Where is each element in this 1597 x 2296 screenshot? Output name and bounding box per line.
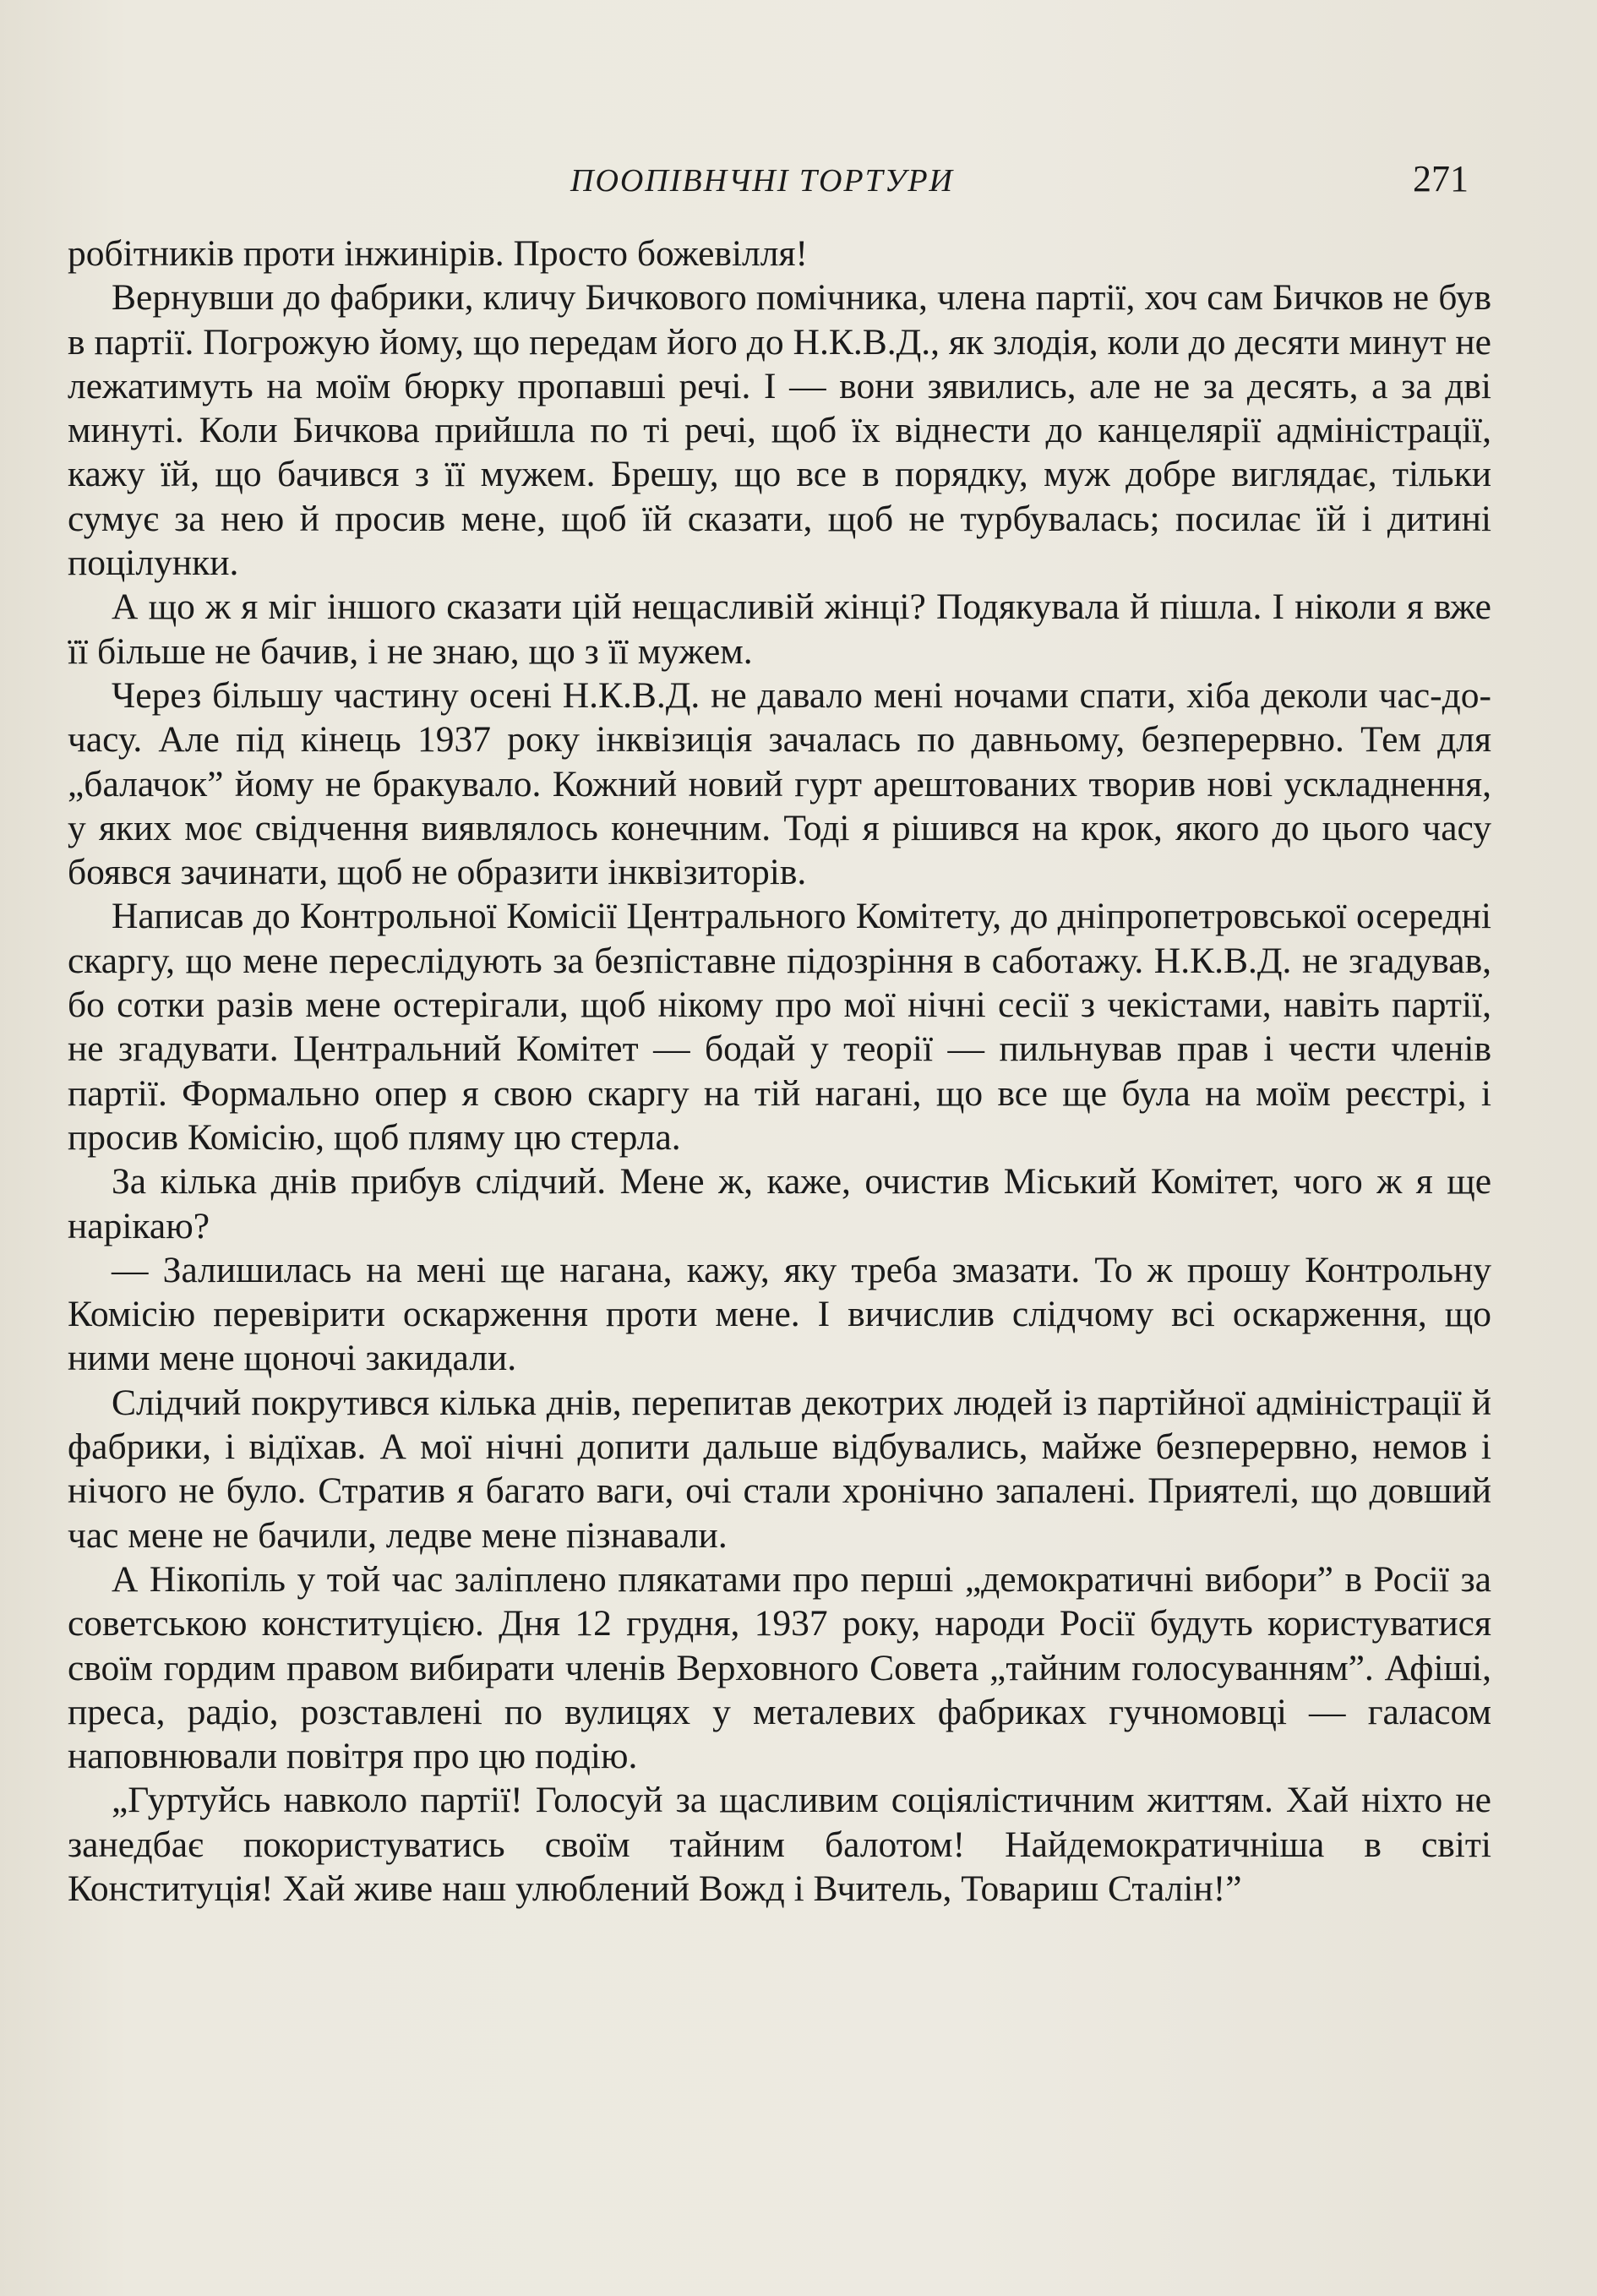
paragraph: Вернувши до фабрики, кличу Бичкового помічника, члена партії, хоч сам Бичков не був в партії. Погрожую йому, що передам його до Н.К.В.Д., як злодія, коли до десяти минут не лежатимуть на моїм бюрку пропавші речі. І — вони зявились, але не за десять, а за дві минуті. Коли Бичкова прийшла по ті речі, щоб їх віднести до канцелярії адміністрації, кажу їй, що бачився з її мужем. Брешу, що все в порядку, муж добре виглядає, тільки сумує за нею й просив мене, щоб їй сказати, щоб не турбувалась; посилає їй і дитині поцілунки. (68, 277, 1491, 584)
paragraph: — Залишилась на мені ще нагана, кажу, яку треба змазати. То ж прошу Контрольну Комісію перевірити оскарження проти мене. І вичислив слідчому всі оскарження, що ними мене щоночі закидали. (68, 1249, 1491, 1379)
paragraph: А що ж я міг іншого сказати цій нещасливій жінці? Подякувала й пішла. І ніколи я вже її більше не бачив, і не знаю, що з її мужем. (68, 586, 1491, 672)
running-head: ПООПІВНЧНІ ТОРТУРИ (570, 163, 954, 199)
paragraph: Написав до Контрольної Комісії Центрального Комітету, до дніпропетровської осередні скаргу, що мене переслідують за безпіставне підозріння в саботажу. Н.К.В.Д. не згадував, бо сотки разів мене остерігали, щоб нікому про мої нічні сесії з чекістами, навіть партії, не згадувати. Центральний Комітет — бодай у теорії — пильнував прав і чести членів партії. Формально опер я свою скаргу на тій нагані, що все ще була на моїм реєстрі, і просив Комісію, щоб пляму цю стерла. (68, 896, 1491, 1158)
paragraph: За кілька днів прибув слідчий. Мене ж, каже, очистив Міський Комітет, чого ж я ще нарікаю? (68, 1161, 1491, 1246)
paragraph: „Гуртуйсь навколо партії! Голосуй за щасливим соціялістичним життям. Хай ніхто не занедбає покористуватись своїм тайним балотом! Найдемократичніша в світі Конституція! Хай живе наш улюблений Вожд і Вчитель, Товариш Сталін!” (68, 1780, 1491, 1909)
paragraph: Слідчий покрутився кілька днів, перепитав декотрих людей із партійної адміністрації й фабрики, і відїхав. А мої нічні допити дальше відбувались, майже безперервно, немов і нічого не було. Стратив я багато ваги, очі стали хронічно запалені. Приятелі, що довший час мене не бачили, ледве мене пізнавали. (68, 1382, 1491, 1556)
paragraph: А Нікопіль у той час заліплено плякатами про перші „демократичні вибори” в Росії за советською конституцією. Дня 12 грудня, 1937 року, народи Росії будуть користуватися своїм гордим правом вибирати членів Верховного Совета „тайним голосуванням”. Афіші, преса, радіо, розставлені по вулицях у металевих фабриках гучномовці — галасом наповнювали повітря про цю подію. (68, 1558, 1491, 1777)
paragraph: Через більшу частину осені Н.К.В.Д. не давало мені ночами спати, хіба деколи час-до-часу. Але під кінець 1937 року інквізиція зачалась по давньому, безперервно. Тем для „балачок” йому не бракувало. Кожний новий гурт арештованих творив нові ускладнення, у яких моє свідчення виявлялось конечним. Тоді я рішився на крок, якого до цього часу боявся зачинати, щоб не образити інквізиторів. (68, 674, 1491, 893)
paragraph-continued: робітників проти інжинірів. Просто божевілля! (68, 233, 808, 274)
body-text (68, 232, 1491, 1911)
page-header (0, 158, 1597, 213)
page-number: 271 (1413, 158, 1469, 199)
